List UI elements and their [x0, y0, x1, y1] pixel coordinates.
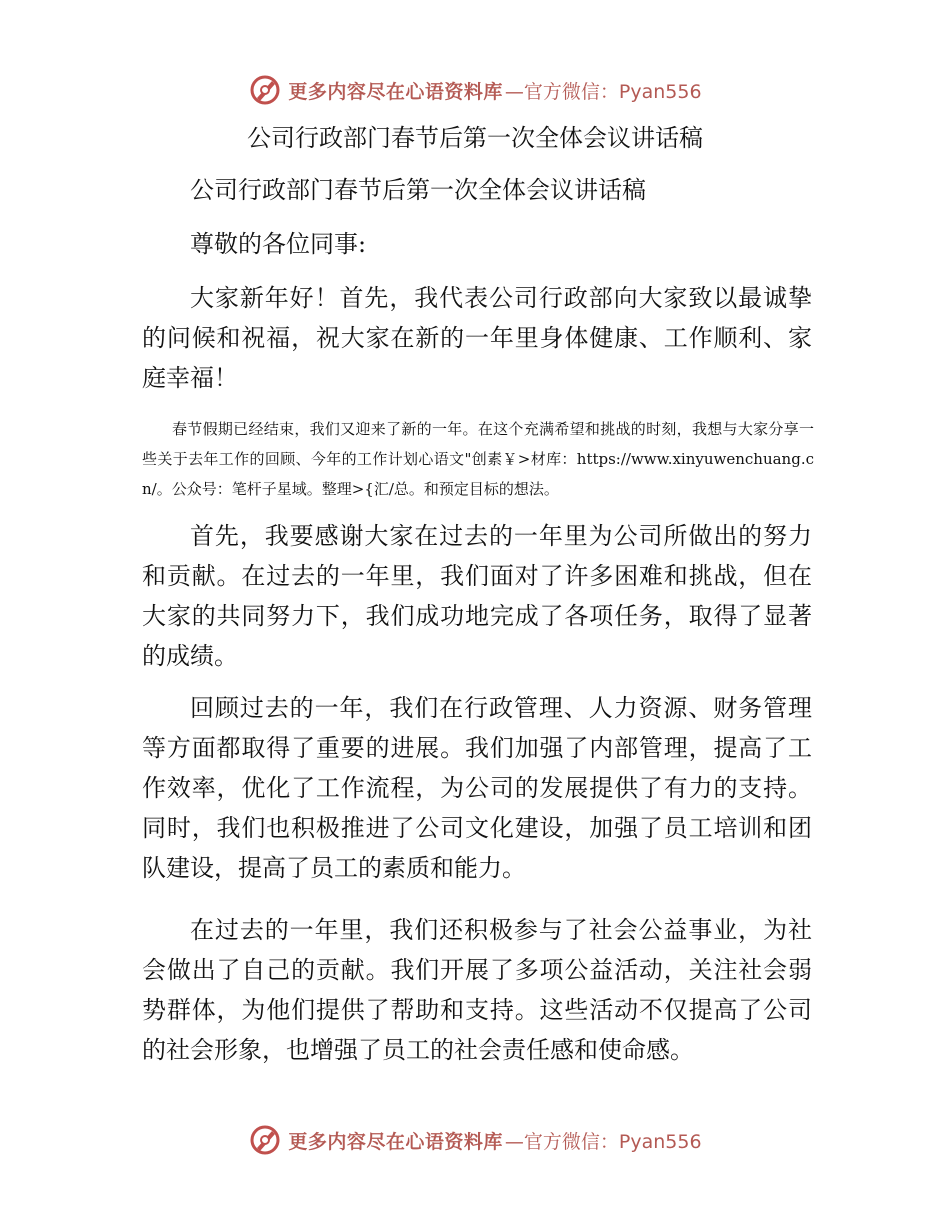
footer-banner [0, 1122, 950, 1158]
logo-icon [248, 1123, 282, 1157]
page-title: 公司行政部门春节后第一次全体会议讲话稿 [247, 124, 703, 152]
banner-text: 更多内容尽在心语资料库 [288, 1130, 503, 1153]
banner-wechat: —官方微信：Pyan556 [504, 80, 702, 103]
banner-text: 更多内容尽在心语资料库 [288, 80, 503, 103]
logo-icon [248, 73, 282, 107]
paragraph-salutation: 尊敬的各位同事: [190, 230, 367, 258]
paragraph-thanks: 首先，我要感谢大家在过去的一年里为公司所做出的努力和贡献。在过去的一年里，我们面对了许多困难和挑战，但在大家的共同努力下，我们成功地完成了各项任务，取得了显著的成绩。 [142, 522, 812, 670]
paragraph-small-note: 春节假期已经结束，我们又迎来了新的一年。在这个充满希望和挑战的时刻，我想与大家分享一些关于去年工作的回顾、今年的工作计划心语文"创素￥>材库：https://www.xinyuwenchuang.cn/。公众号：笔杆子星域。整理>{汇/总。和预定目标的想法。 [142, 420, 814, 498]
header-banner [0, 72, 950, 108]
paragraph-charity: 在过去的一年里，我们还积极参与了社会公益事业，为社会做出了自己的贡献。我们开展了多项公益活动，关注社会弱势群体，为他们提供了帮助和支持。这些活动不仅提高了公司的社会形象，也增强了员工的社会责任感和使命感。 [142, 916, 812, 1064]
paragraph-subtitle: 公司行政部门春节后第一次全体会议讲话稿 [190, 176, 646, 204]
paragraph-review: 回顾过去的一年，我们在行政管理、人力资源、财务管理等方面都取得了重要的进展。我们加强了内部管理，提高了工作效率，优化了工作流程，为公司的发展提供了有力的支持。同时，我们也积极推进了公司文化建设，加强了员工培训和团队建设，提高了员工的素质和能力。 [142, 694, 812, 882]
banner-wechat: —官方微信：Pyan556 [504, 1130, 702, 1153]
paragraph-greeting: 大家新年好！首先，我代表公司行政部向大家致以最诚挚的问候和祝福，祝大家在新的一年里身体健康、工作顺利、家庭幸福！ [142, 284, 812, 392]
